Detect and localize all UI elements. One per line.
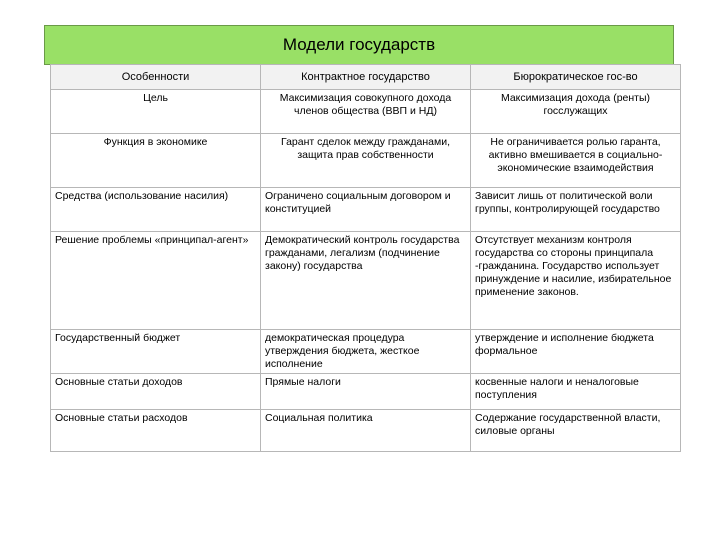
row-feature: Цель [51,90,261,134]
row-feature: Государственный бюджет [51,330,261,374]
row-feature: Основные статьи доходов [51,374,261,410]
table-row [51,232,681,330]
row-bureau: Максимизация дохода (ренты) госслужащих [471,90,681,134]
row-bureau: косвенные налоги и неналоговые поступления [471,374,681,410]
row-bureau: Содержание государственной власти, силовые органы [471,410,681,452]
row-bureau: Зависит лишь от политической воли группы, контролирующей государство [471,188,681,232]
comparison-table [50,64,681,452]
table-row [51,188,681,232]
row-contract: Прямые налоги [261,374,471,410]
table-row [51,374,681,410]
row-contract: Демократический контроль государства гражданами, легализм (подчинение закону) государства [261,232,471,330]
row-bureau: Отсутствует механизм контроля государства со стороны принципала -гражданина. Государство использует принуждение и насилие, избирательное применение законов. [471,232,681,330]
title-banner [44,25,674,65]
table-row [51,90,681,134]
header-contract-state: Контрактное государство [261,65,471,90]
row-feature: Решение проблемы «принципал-агент» [51,232,261,330]
page-title: Модели государств [282,35,436,54]
row-contract: Максимизация совокупного дохода членов общества (ВВП и НД) [261,90,471,134]
row-feature: Функция в экономике [51,134,261,188]
header-features: Особенности [51,65,261,90]
row-feature: Средства (использование насилия) [51,188,261,232]
row-contract: демократическая процедура утверждения бюджета, жесткое исполнение [261,330,471,374]
table-row [51,134,681,188]
row-contract: Гарант сделок между гражданами, защита прав собственности [261,134,471,188]
table-row [51,410,681,452]
row-contract: Социальная политика [261,410,471,452]
header-bureaucratic-state: Бюрократическое гос-во [471,65,681,90]
row-contract: Ограничено социальным договором и конституцией [261,188,471,232]
table-row [51,330,681,374]
row-feature: Основные статьи расходов [51,410,261,452]
row-bureau: утверждение и исполнение бюджета формальное [471,330,681,374]
table-header-row [51,65,681,90]
row-bureau: Не ограничивается ролью гаранта, активно вмешивается в социально-экономические взаимодействия [471,134,681,188]
